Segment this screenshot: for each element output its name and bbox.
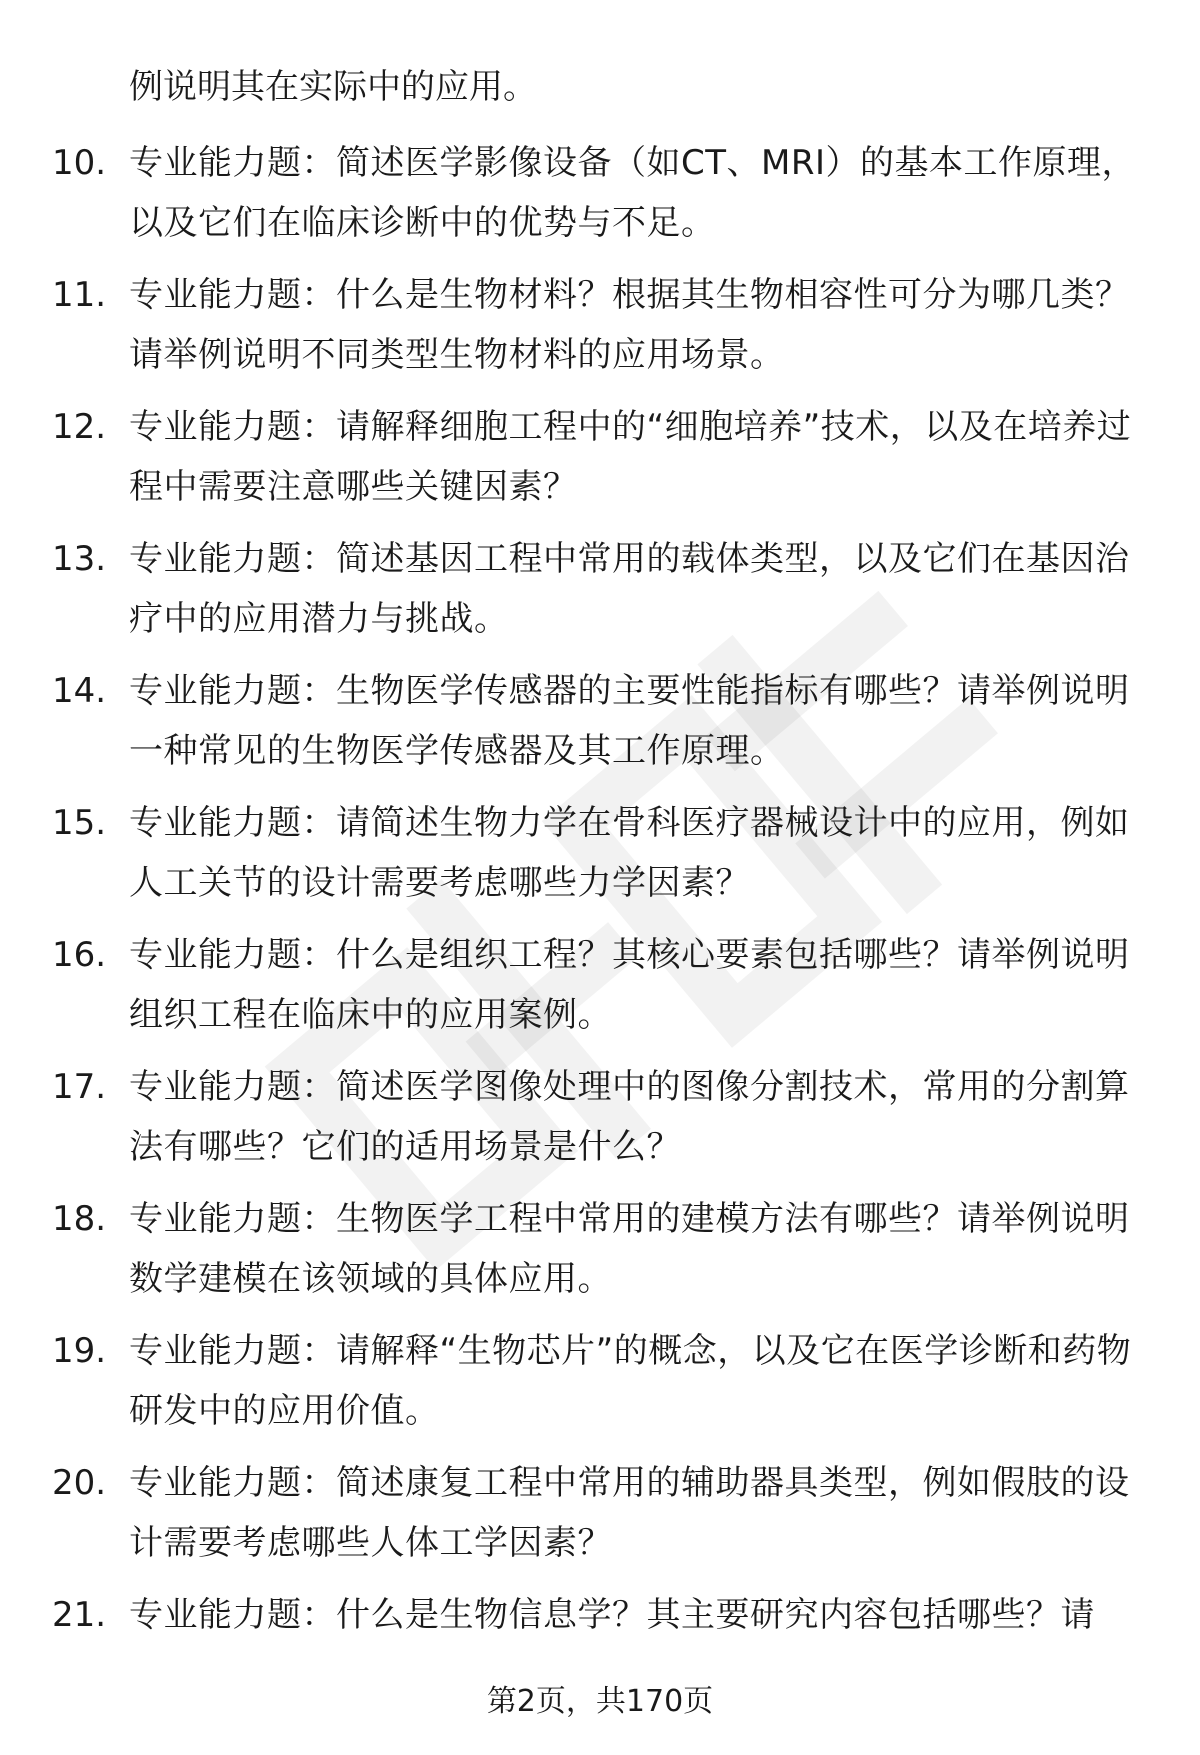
- question-number: 19.: [52, 1331, 107, 1371]
- question-text: 专业能力题：简述康复工程中常用的辅助器具类型，例如假肢的设计需要考虑哪些人体工学因素？: [129, 1463, 1130, 1563]
- question-text: 专业能力题：请解释“生物芯片”的概念，以及它在医学诊断和药物研发中的应用价值。: [129, 1331, 1132, 1431]
- page-number-footer: 第2页，共170页: [486, 1684, 714, 1719]
- question-number: 13.: [52, 539, 107, 579]
- question-text: 专业能力题：生物医学传感器的主要性能指标有哪些？请举例说明一种常见的生物医学传感器及其工作原理。: [129, 671, 1130, 771]
- question-list: [0, 133, 1200, 1717]
- question-text: 专业能力题：简述医学影像设备（如CT、MRI）的基本工作原理，以及它们在临床诊断中的优势与不足。: [129, 143, 1136, 243]
- question-number: 20.: [52, 1463, 107, 1503]
- question-number: 16.: [52, 935, 107, 975]
- question-item: [0, 397, 1200, 529]
- question-item: [0, 1321, 1200, 1453]
- question-text: 专业能力题：请解释细胞工程中的“细胞培养”技术，以及在培养过程中需要注意哪些关键因素？: [129, 407, 1132, 507]
- question-item: [0, 1189, 1200, 1321]
- question-item: [0, 661, 1200, 793]
- question-text: 专业能力题：简述医学图像处理中的图像分割技术，常用的分割算法有哪些？它们的适用场景是什么？: [129, 1067, 1130, 1167]
- question-text: 专业能力题：什么是组织工程？其核心要素包括哪些？请举例说明组织工程在临床中的应用案例。: [129, 935, 1130, 1035]
- question-number: 17.: [52, 1067, 107, 1107]
- question-text: 专业能力题：什么是生物信息学？其主要研究内容包括哪些？请: [129, 1595, 1095, 1635]
- question-text: 专业能力题：请简述生物力学在骨科医疗器械设计中的应用，例如人工关节的设计需要考虑哪些力学因素？: [129, 803, 1130, 903]
- continuation-line: 例说明其在实际中的应用。: [129, 67, 537, 107]
- question-number: 14.: [52, 671, 107, 711]
- question-item: [0, 925, 1200, 1057]
- question-item: [0, 529, 1200, 661]
- question-text: 专业能力题：生物医学工程中常用的建模方法有哪些？请举例说明数学建模在该领域的具体应用。: [129, 1199, 1130, 1299]
- question-text: 专业能力题：简述基因工程中常用的载体类型，以及它们在基因治疗中的应用潜力与挑战。: [129, 539, 1130, 639]
- question-number: 12.: [52, 407, 107, 447]
- question-number: 18.: [52, 1199, 107, 1239]
- question-item: [0, 793, 1200, 925]
- question-item: [0, 1453, 1200, 1585]
- question-item: [0, 133, 1200, 265]
- question-text: 专业能力题：什么是生物材料？根据其生物相容性可分为哪几类？请举例说明不同类型生物材料的应用场景。: [129, 275, 1130, 375]
- question-number: 11.: [52, 275, 107, 315]
- question-item: [0, 265, 1200, 397]
- question-number: 15.: [52, 803, 107, 843]
- question-number: 10.: [52, 143, 107, 183]
- question-number: 21.: [52, 1595, 107, 1635]
- question-item: [0, 1057, 1200, 1189]
